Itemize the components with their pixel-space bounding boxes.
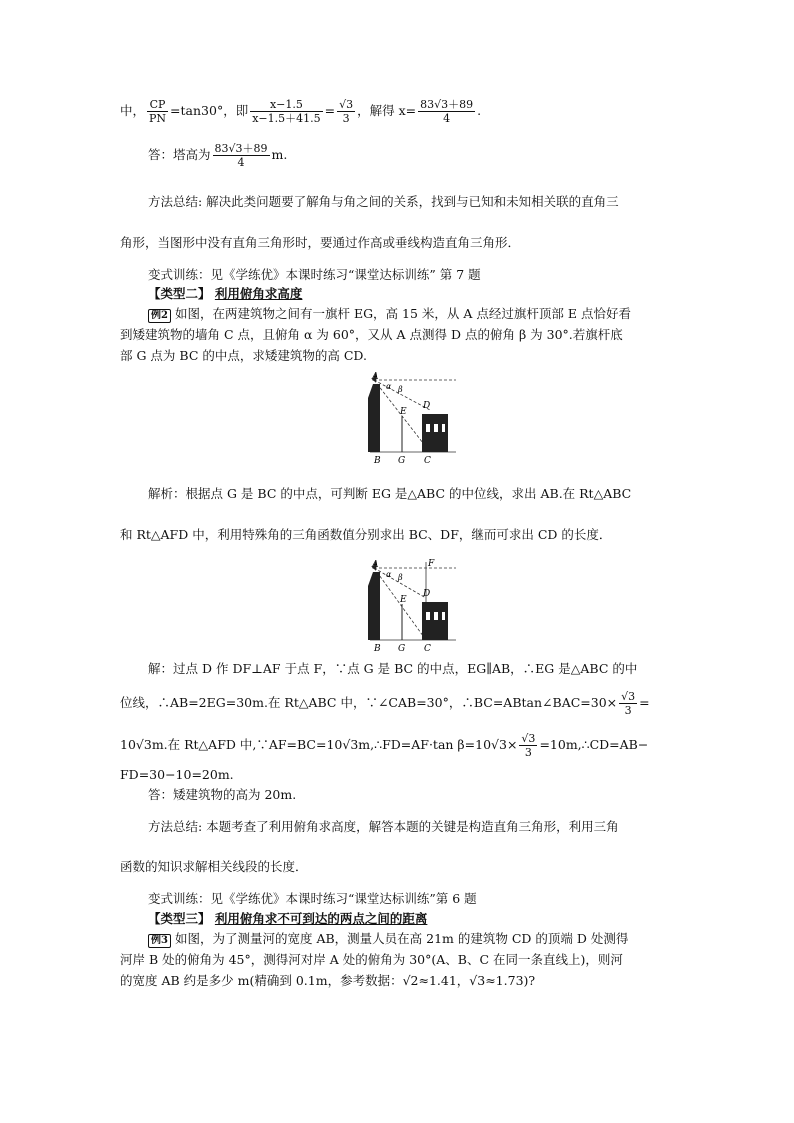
- solution-2-line-3: 10√3m.在 Rt△AFD 中,∵AF=BC=10√3m,∴FD=AF·tan β=10√3× $\frac{√3}{3}$ =10m,∴CD=AB−: [120, 732, 649, 759]
- variant-training-1: 变式训练：见《学练优》本课时练习“课堂达标训练” 第 7 题: [148, 267, 481, 282]
- tower-silhouette: [368, 384, 380, 452]
- fig-label-alpha: α: [386, 382, 392, 391]
- fig2-label-c: C: [424, 644, 431, 654]
- example-badge: 例3: [148, 934, 171, 948]
- method-summary-1b: 角形，当图形中没有直角三角形时，要通过作高或垂线构造直角三角形．: [120, 235, 521, 250]
- fig-label-g: G: [398, 456, 406, 466]
- figure-2: [360, 558, 460, 654]
- method-summary-2b: 函数的知识求解相关线段的长度．: [120, 859, 308, 874]
- fig2-label-b: B: [374, 644, 381, 654]
- fig2-label-e: E: [400, 595, 407, 605]
- fig-label-b: B: [374, 456, 381, 466]
- fig2-label-g: G: [398, 644, 406, 654]
- solution-2-line-2: 位线，∴AB=2EG=30m.在 Rt△ABC 中，∵∠CAB=30°，∴BC=ABtan∠BAC=30× $\frac{√3}{3}$ =: [120, 690, 650, 717]
- fraction-answer: $\frac{83√3+89}{4}$: [214, 142, 268, 169]
- type-2-heading: 【类型二】 利用俯角求高度: [148, 286, 303, 301]
- analysis-line-1: 解析：根据点 G 是 BC 的中点，可判断 EG 是△ABC 的中位线，求出 AB.在 Rt△ABC: [148, 486, 632, 501]
- example-badge: 例2: [148, 309, 171, 323]
- example-2-line-3: 部 G 点为 BC 的中点，求矮建筑物的高 CD.: [120, 348, 367, 363]
- answer-1: 答：塔高为 $\frac{83√3+89}{4}$ m.: [148, 142, 288, 169]
- fraction-cp-pn: $\frac{CP}{PN}$: [149, 98, 167, 125]
- example-2-line-2: 到矮建筑物的墙角 C 点，且俯角 α 为 60°，又从 A 点测得 D 点的俯角 β 为 30°.若旗杆底: [120, 327, 623, 342]
- building-silhouette: [422, 414, 448, 452]
- fig2-label-alpha: α: [386, 570, 392, 579]
- solution-2-line-4: FD=30−10=20m.: [120, 767, 234, 782]
- fig-label-a: A: [372, 372, 379, 382]
- fig2-label-a: A: [372, 560, 379, 570]
- analysis-line-2: 和 Rt△AFD 中，利用特殊角的三角函数值分别求出 BC、DF，继而可求出 CD 的长度．: [120, 527, 612, 542]
- solution-line-1: 中， $\frac{CP}{PN}$ =tan30°，即 $\frac{x-1.5}{x-1.5+41.5}$ = $\frac{√3}{3}$ ，解得 x= $\frac{83√3+89}{4}$ .: [120, 98, 482, 125]
- answer-2: 答：矮建筑物的高为 20m.: [148, 787, 297, 802]
- variant-training-2: 变式训练：见《学练优》本课时练习“课堂达标训练”第 6 题: [148, 891, 477, 906]
- example-2-line-1: 例2 如图，在两建筑物之间有一旗杆 EG，高 15 米，从 A 点经过旗杆顶部 E 点恰好看: [148, 305, 631, 323]
- solution-2-line-1: 解：过点 D 作 DF⊥AF 于点 F，∵点 G 是 BC 的中点，EG∥AB，∴EG 是△ABC 的中: [148, 661, 638, 676]
- fig2-label-d: D: [423, 589, 431, 599]
- fraction-sqrt3-3-b: $\frac{√3}{3}$: [521, 732, 536, 759]
- fig-label-beta: β: [398, 385, 403, 394]
- fig2-label-beta: β: [398, 573, 403, 582]
- fraction-x: $\frac{x-1.5}{x-1.5+41.5}$: [252, 98, 321, 125]
- example-3-line-3: 的宽度 AB 约是多少 m(精确到 0.1m，参考数据：√2≈1.41，√3≈1.73)?: [120, 973, 536, 988]
- method-summary-1a: 方法总结: 解决此类问题要了解角与角之间的关系，找到与已知和未知相关联的直角三: [148, 194, 619, 209]
- fraction-result: $\frac{83√3+89}{4}$: [420, 98, 474, 125]
- method-summary-2a: 方法总结: 本题考查了利用俯角求高度，解答本题的关键是构造直角三角形，利用三角: [148, 819, 619, 834]
- example-3-line-1: 例3 如图，为了测量河的宽度 AB，测量人员在高 21m 的建筑物 CD 的顶端 D 处测得: [148, 930, 628, 948]
- fraction-sqrt3-3: $\frac{√3}{3}$: [339, 98, 354, 125]
- fig-label-c: C: [424, 456, 431, 466]
- fig-label-d: D: [423, 401, 431, 411]
- fig-label-e: E: [400, 407, 407, 417]
- example-3-line-2: 河岸 B 处的俯角为 45°，测得河对岸 A 处的俯角为 30°(A、B、C 在同一条直线上)，则河: [120, 952, 623, 967]
- figure-1: [360, 370, 460, 466]
- fig2-label-f: F: [428, 559, 435, 569]
- fraction-sqrt3-3-a: $\frac{√3}{3}$: [621, 690, 636, 717]
- type-3-heading: 【类型三】 利用俯角求不可到达的两点之间的距离: [148, 911, 428, 926]
